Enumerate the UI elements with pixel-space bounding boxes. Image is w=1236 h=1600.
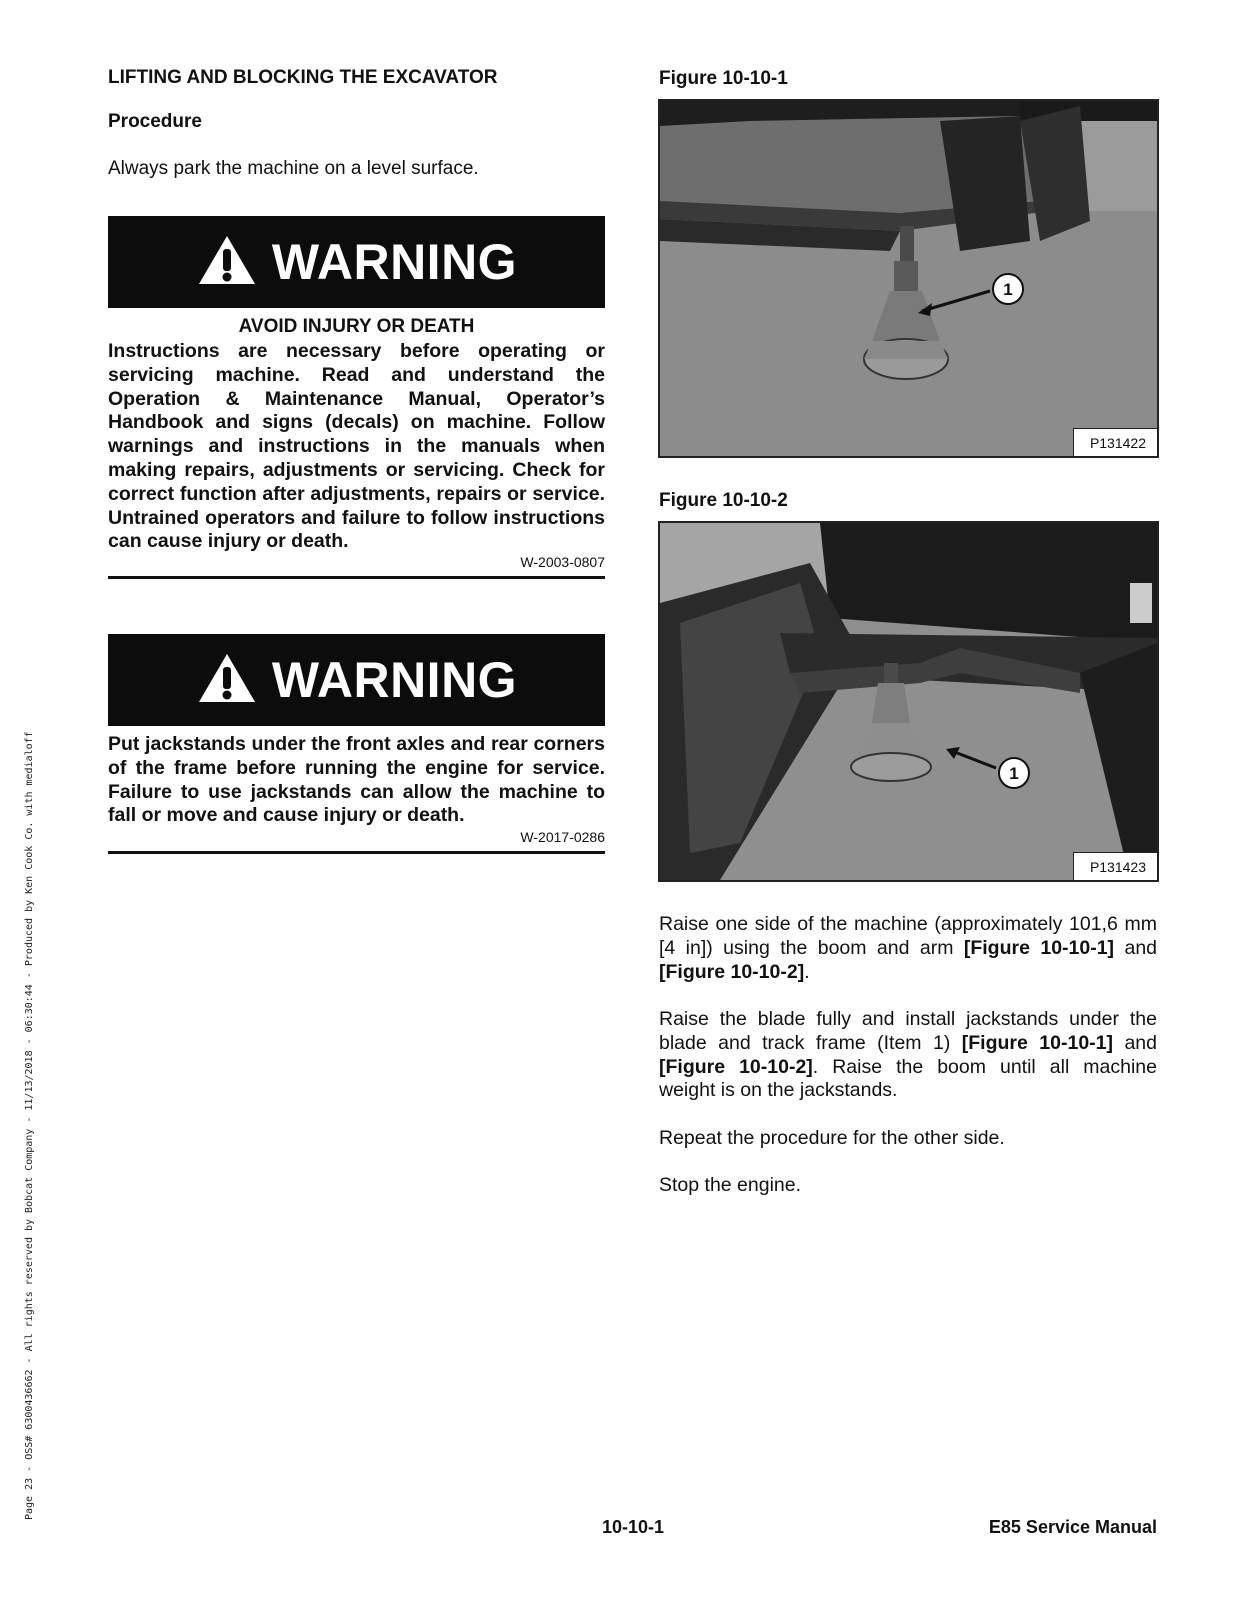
figure-reference: [Figure 10-10-2]	[659, 1055, 813, 1078]
paragraph-text: Raise one side of the machine (approximately 101,6 mm [4 in]) using the boom and arm	[659, 913, 1157, 959]
warning-triangle-icon	[196, 651, 258, 710]
warning-code: W-2003-0807	[520, 554, 605, 570]
warning-text: Instructions are necessary before operating or servicing machine. Read and understand the Operation & Maintenance Manual, Operator’s Handbook and signs (decals) on machine. Follow warnings and instructions in the manuals when making repairs, adjustments or servicing. Check for correct function after adjustments, repairs or service. Untrained operators and failure to follow instructions can cause injury or death.	[108, 340, 605, 553]
side-note: Page 23 - OSS# 6300436662 - All rights reserved by Bobcat Company - 11/13/2018 - 06:30:44 - Produced by Ken Cook Co. with medialoff	[24, 731, 35, 1520]
paragraph-text: .	[804, 960, 810, 983]
paragraph: Repeat the procedure for the other side.	[659, 1127, 1005, 1149]
callout-label: 1	[1009, 764, 1019, 783]
page-number: 10-10-1	[602, 1517, 665, 1537]
warning-banner	[108, 216, 605, 308]
divider	[108, 576, 605, 579]
paragraph-text: and	[1113, 1031, 1157, 1054]
callout-label: 1	[1003, 280, 1013, 299]
divider	[108, 851, 605, 854]
section-title: LIFTING AND BLOCKING THE EXCAVATOR	[108, 67, 498, 88]
warning-text: Put jackstands under the front axles and rear corners of the frame before running the engine for service. Failure to use jackstands can allow the machine to fall or move and cause injury or death.	[108, 733, 605, 827]
warning-triangle-icon	[196, 233, 258, 292]
paragraph-text: Raise the blade fully and install jackstands under the blade and track frame (Item 1)	[659, 1008, 1157, 1054]
warning-code: W-2017-0286	[520, 829, 605, 845]
paragraph: Stop the engine.	[659, 1174, 802, 1196]
figure-title: Figure 10-10-2	[659, 490, 788, 511]
manual-title: E85 Service Manual	[988, 1517, 1157, 1537]
paragraph	[659, 1008, 1157, 1103]
figure-photo	[658, 521, 1159, 882]
figure-reference: [Figure 10-10-2]	[659, 960, 805, 983]
warning-banner-label: WARNING	[271, 234, 518, 290]
figure-photo	[658, 99, 1159, 458]
photo-code: P131422	[1073, 428, 1159, 458]
paragraph-text: and	[1114, 936, 1158, 959]
paragraph-text: . Raise the boom until all machine weight is on the jackstands.	[659, 1055, 1157, 1102]
warning-subtitle: AVOID INJURY OR DEATH	[238, 316, 475, 337]
figure-title: Figure 10-10-1	[659, 68, 788, 89]
intro-text: Always park the machine on a level surface.	[108, 158, 479, 179]
photo-code: P131423	[1073, 852, 1159, 882]
figure-reference: [Figure 10-10-1]	[961, 1031, 1114, 1054]
procedure-heading: Procedure	[108, 111, 202, 132]
warning-banner-label: WARNING	[271, 652, 518, 708]
paragraph	[659, 913, 1157, 984]
figure-reference: [Figure 10-10-1]	[963, 936, 1115, 959]
warning-banner	[108, 634, 605, 726]
